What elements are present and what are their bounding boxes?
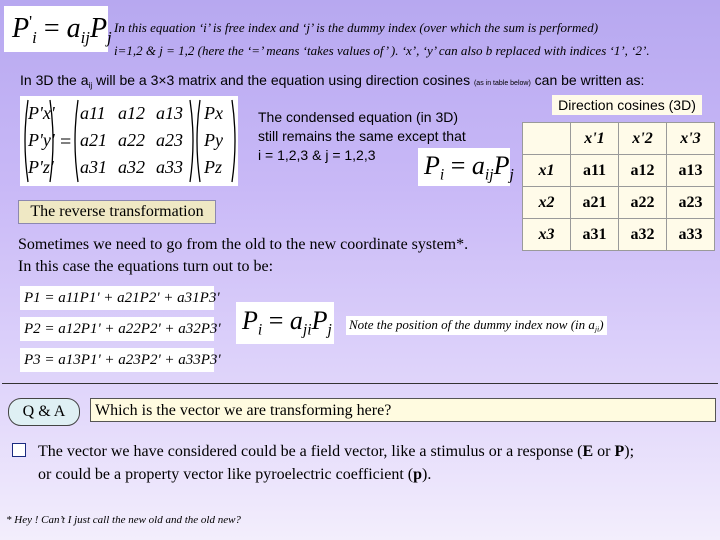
top-equation-box [4, 6, 112, 52]
dc-cell: a13 [667, 155, 715, 187]
answer-line2: or could be a property vector like pyroelectric coefficient (p). [38, 466, 432, 483]
lhs-2: P'z' [28, 157, 54, 177]
matrix-rhs [204, 100, 223, 181]
a23: a23 [156, 130, 183, 150]
dc-cell: a22 [619, 187, 667, 219]
matrix-coeff [80, 100, 192, 181]
qa-badge: Q & A [8, 398, 80, 426]
dc-cell: a11 [571, 155, 619, 187]
a33: a33 [156, 157, 183, 177]
dc-cell: a32 [619, 219, 667, 251]
dummy-note: Note the position of the dummy index now (in $a_{ji}$) [346, 316, 607, 335]
dc-row-head: x3 [523, 219, 571, 251]
reverse-eq-2: P2 = a12P1' + a22P2' + a32P3' [20, 317, 214, 341]
dc-cell: a21 [571, 187, 619, 219]
condensed-line1: The condensed equation (in 3D) [258, 109, 459, 125]
reverse-line2: In this case the equations turn out to be: [18, 258, 274, 275]
answer-text [38, 440, 718, 486]
reverse-eq-3: P3 = a13P1' + a23P2' + a33P3' [20, 348, 214, 372]
rhs-1: Py [204, 130, 223, 150]
condensed-equation-box [418, 148, 514, 186]
dc-cell: a31 [571, 219, 619, 251]
footnote: * Hey ! Can’t I just call the new old and the old new? [6, 514, 241, 526]
matrix-lhs [28, 100, 55, 181]
a32: a32 [118, 157, 145, 177]
answer-line1: The vector we have considered could be a field vector, like a stimulus or a response (E or P); [38, 443, 635, 460]
reverse-title: The reverse transformation [18, 200, 216, 224]
reverse-line1: Sometimes we need to go from the old to the new coordinate system*. [18, 236, 469, 253]
reverse-condensed-box [236, 302, 334, 344]
reverse-eq-1: P1 = a11P1' + a21P2' + a31P3' [20, 286, 214, 310]
top-note-line2: i=1,2 & j = 1,2 (here the ‘=’ means ‘takes values of’ ). ‘x’, ‘y’ can also b replaced with indices ‘1’, ‘2’. [114, 43, 650, 58]
matrix-equation [20, 96, 238, 186]
top-note [114, 16, 716, 62]
dc-title: Direction cosines (3D) [552, 95, 702, 115]
dc-row-head: x1 [523, 155, 571, 187]
a12: a12 [118, 103, 145, 123]
answer-bullet [12, 443, 26, 457]
top-equation: $P'_i = a_{ij}P_j$ [12, 12, 112, 47]
svg-text:=: = [60, 131, 72, 153]
dc-table [522, 122, 715, 251]
dc-row-head: x2 [523, 187, 571, 219]
rhs-0: Px [204, 103, 223, 123]
top-note-line1: In this equation ‘i’ is free index and ‘j’ is the dummy index (over which the sum is performed) [114, 20, 599, 35]
a22: a22 [118, 130, 145, 150]
lhs-1: P'y' [28, 130, 55, 150]
qa-question: Which is the vector we are transforming here? [90, 398, 716, 422]
dc-col-head: x'1 [571, 123, 619, 155]
condensed-line2: still remains the same except that [258, 128, 466, 144]
dc-cell: a12 [619, 155, 667, 187]
a13: a13 [156, 103, 183, 123]
condensed-line3: i = 1,2,3 & j = 1,2,3 [258, 147, 376, 163]
a11: a11 [80, 103, 106, 123]
reverse-equations [20, 286, 221, 372]
dc-col-head: x'2 [619, 123, 667, 155]
dc-corner [523, 123, 571, 155]
intro-line: In 3D the $a_{ij}$ will be a 3×3 matrix and the equation using direction cosines (as in table below) can be written as: [20, 72, 645, 90]
dc-cell: a23 [667, 187, 715, 219]
a31: a31 [80, 157, 107, 177]
condensed-equation: $P_i = a_{ij}P_j$ [424, 151, 514, 184]
rhs-2: Pz [204, 157, 222, 177]
dc-col-head: x'3 [667, 123, 715, 155]
reverse-text [18, 234, 468, 278]
separator-line [2, 383, 718, 384]
lhs-0: P'x' [28, 103, 55, 123]
reverse-condensed-equation: $P_i = a_{ji}P_j$ [242, 306, 332, 339]
a21: a21 [80, 130, 107, 150]
dc-cell: a33 [667, 219, 715, 251]
